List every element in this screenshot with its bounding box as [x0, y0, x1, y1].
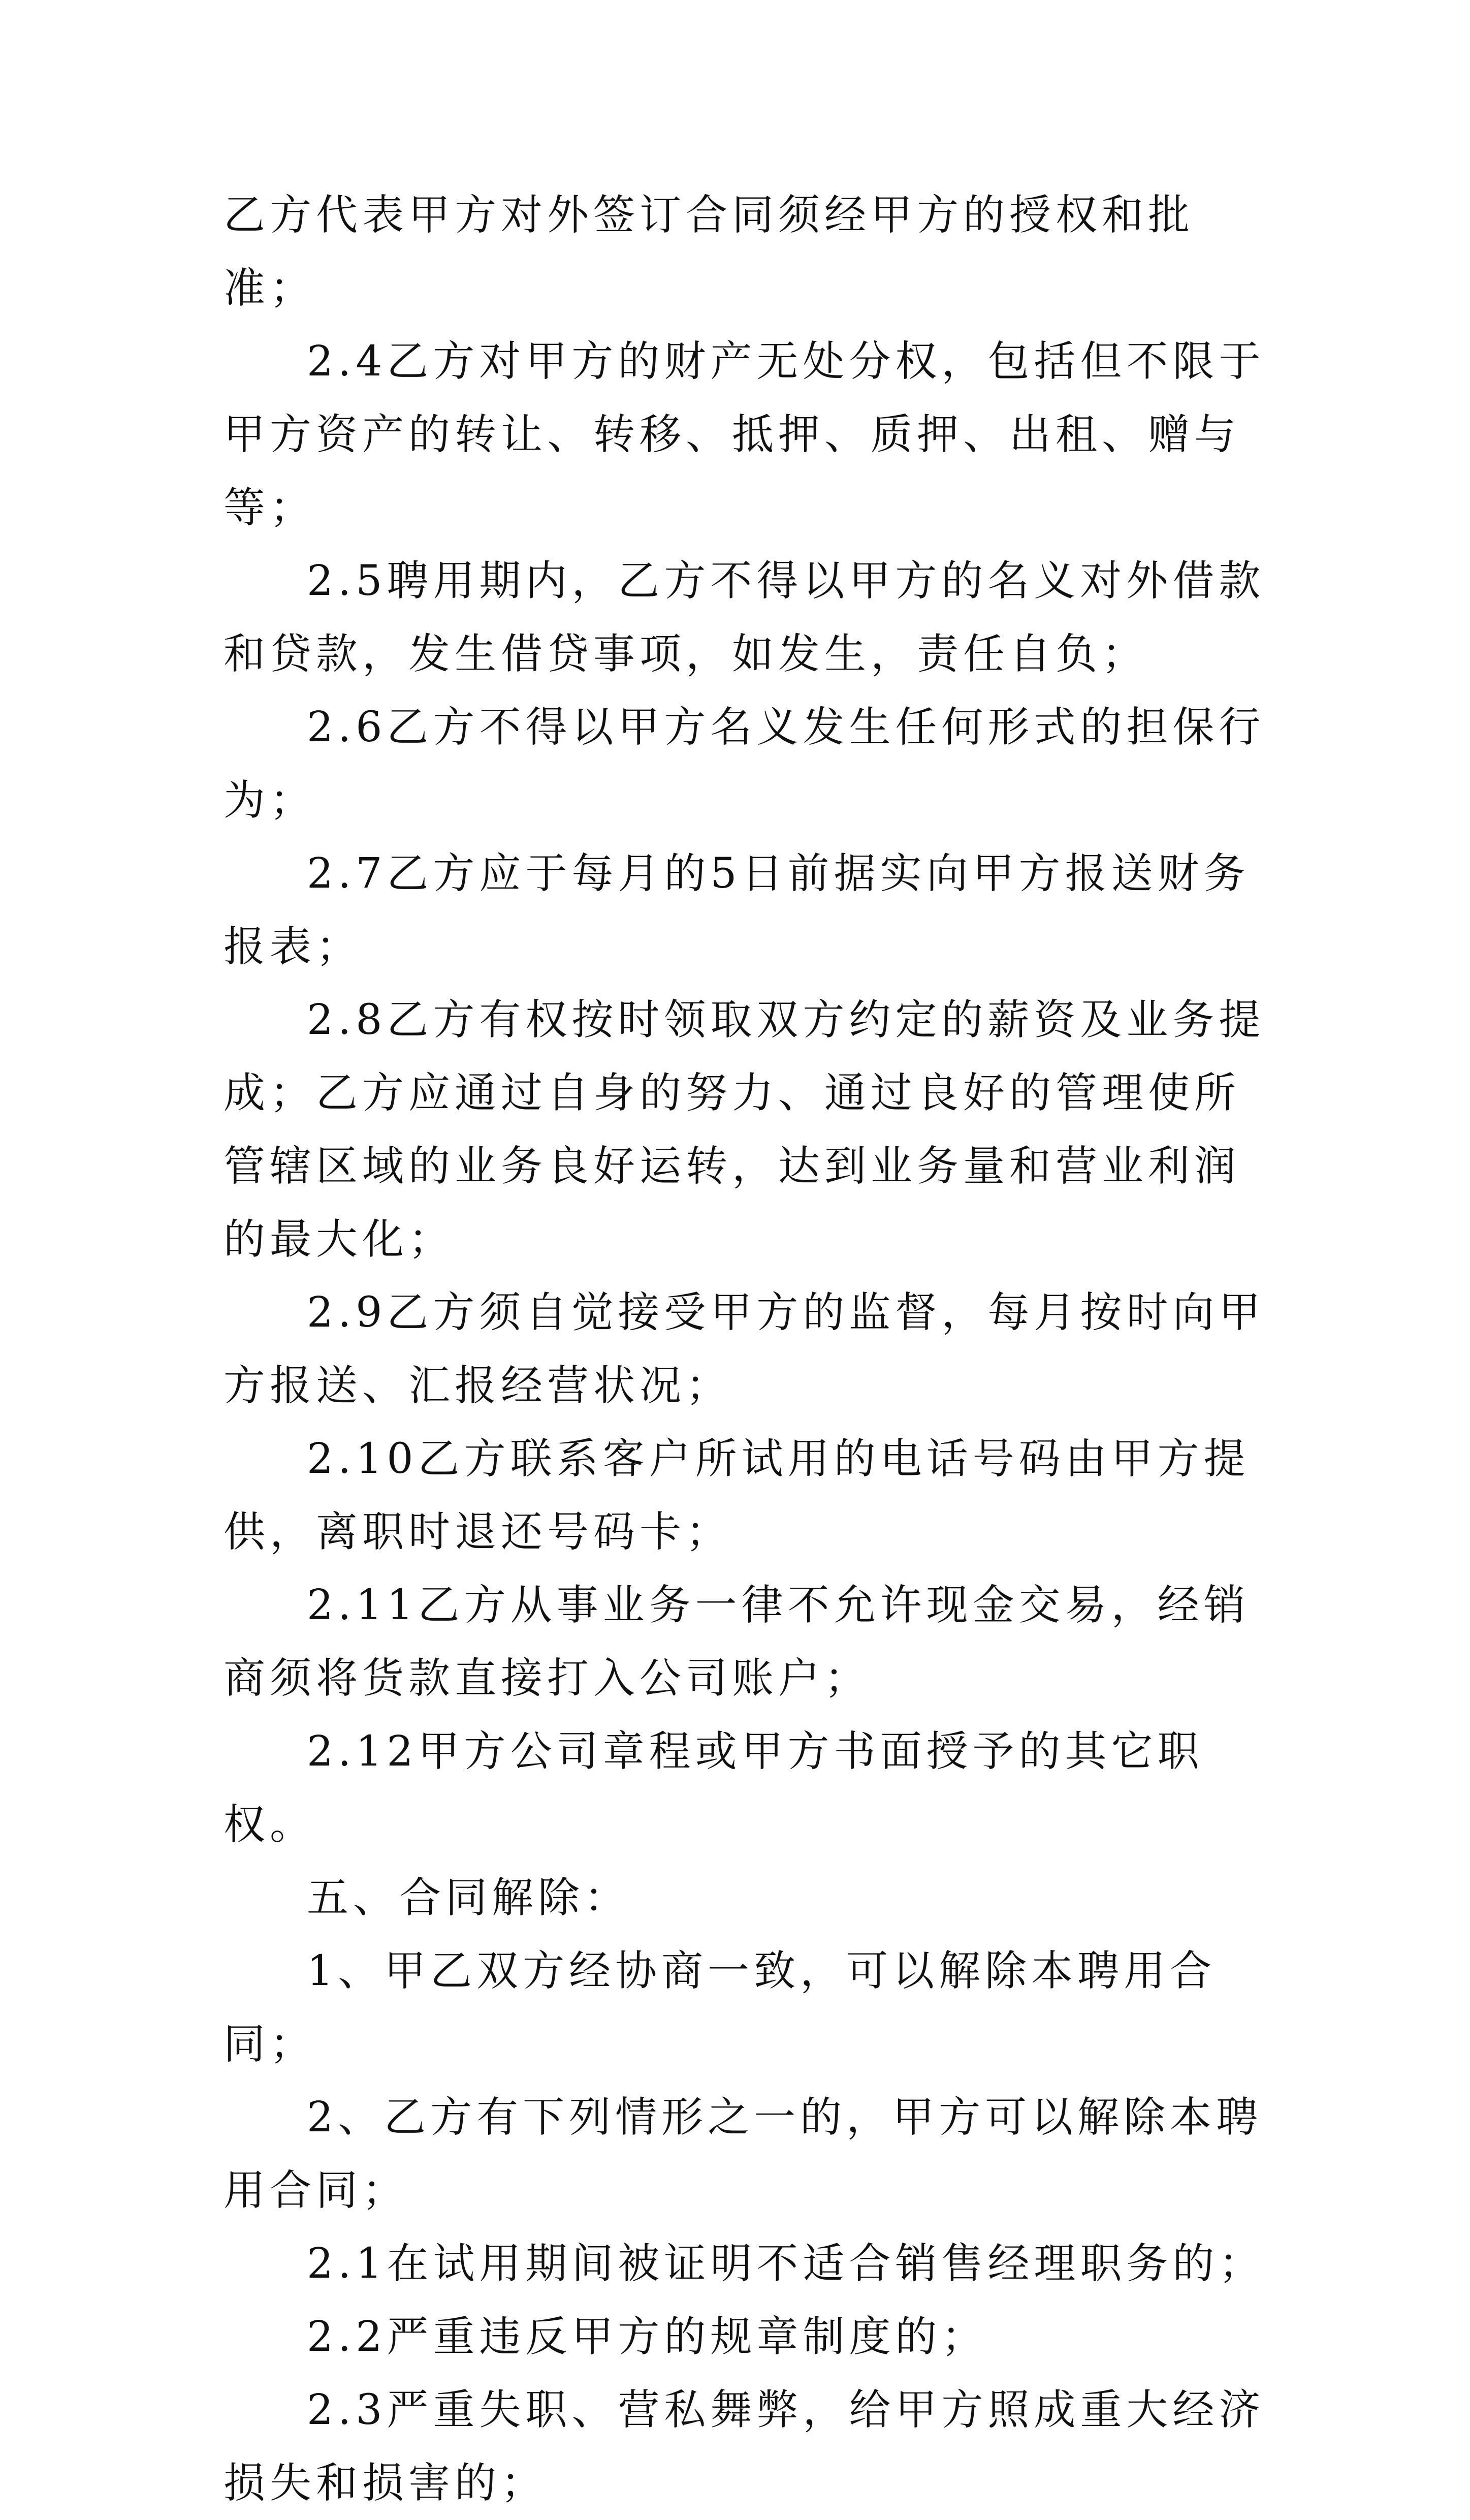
paragraph-2-10: 2.10乙方联系客户所试用的电话号码由甲方提供，离职时退还号码卡；: [223, 1435, 1250, 1556]
paragraph-2-6: 2.6乙方不得以甲方名义发生任何形式的担保行为；: [223, 703, 1265, 825]
paragraph-termination-2-3: 2.3严重失职、营私舞弊，给甲方照成重大经济损失和损害的；: [223, 2386, 1265, 2507]
paragraph-termination-2-1: 2.1在试用期间被证明不适合销售经理职务的；: [307, 2240, 1265, 2288]
document-body: [223, 179, 1270, 2520]
section-heading-contract-termination: 五、合同解除：: [307, 1874, 631, 1922]
paragraph-termination-1: 1、甲乙双方经协商一致，可以解除本聘用合同；: [223, 1947, 1217, 2068]
paragraph-2-4: 2.4乙方对甲方的财产无处分权，包括但不限于甲方资产的转让、转移、抵押、质押、出租、赠与等；: [223, 337, 1265, 532]
paragraph-2-11: 2.11乙方从事业务一律不允许现金交易，经销商须将货款直接打入公司账户；: [223, 1581, 1250, 1703]
paragraph-termination-2: 2、乙方有下列情形之一的，甲方可以解除本聘用合同；: [223, 2093, 1263, 2215]
paragraph-2-9: 2.9乙方须自觉接受甲方的监督，每月按时向甲方报送、汇报经营状况；: [223, 1288, 1265, 1410]
paragraph-2-12: 2.12甲方公司章程或甲方书面授予的其它职权。: [223, 1727, 1204, 1849]
paragraph-termination-2-2: 2.2严重违反甲方的规章制度的；: [307, 2313, 988, 2361]
paragraph-1: 乙方代表甲方对外签订合同须经甲方的授权和批准；: [223, 191, 1195, 312]
paragraph-2-8: 2.8乙方有权按时领取双方约定的薪资及业务提成；乙方应通过自身的努力、通过良好的管理使所管辖区域的业务良好运转，达到业务量和营业利润的最大化；: [223, 996, 1265, 1264]
paragraph-2-5: 2.5聘用期内，乙方不得以甲方的名义对外借款和贷款，发生借贷事项，如发生，责任自负；: [223, 557, 1265, 678]
paragraph-2-7: 2.7乙方应于每月的5日前据实向甲方报送财务报表；: [223, 849, 1250, 971]
